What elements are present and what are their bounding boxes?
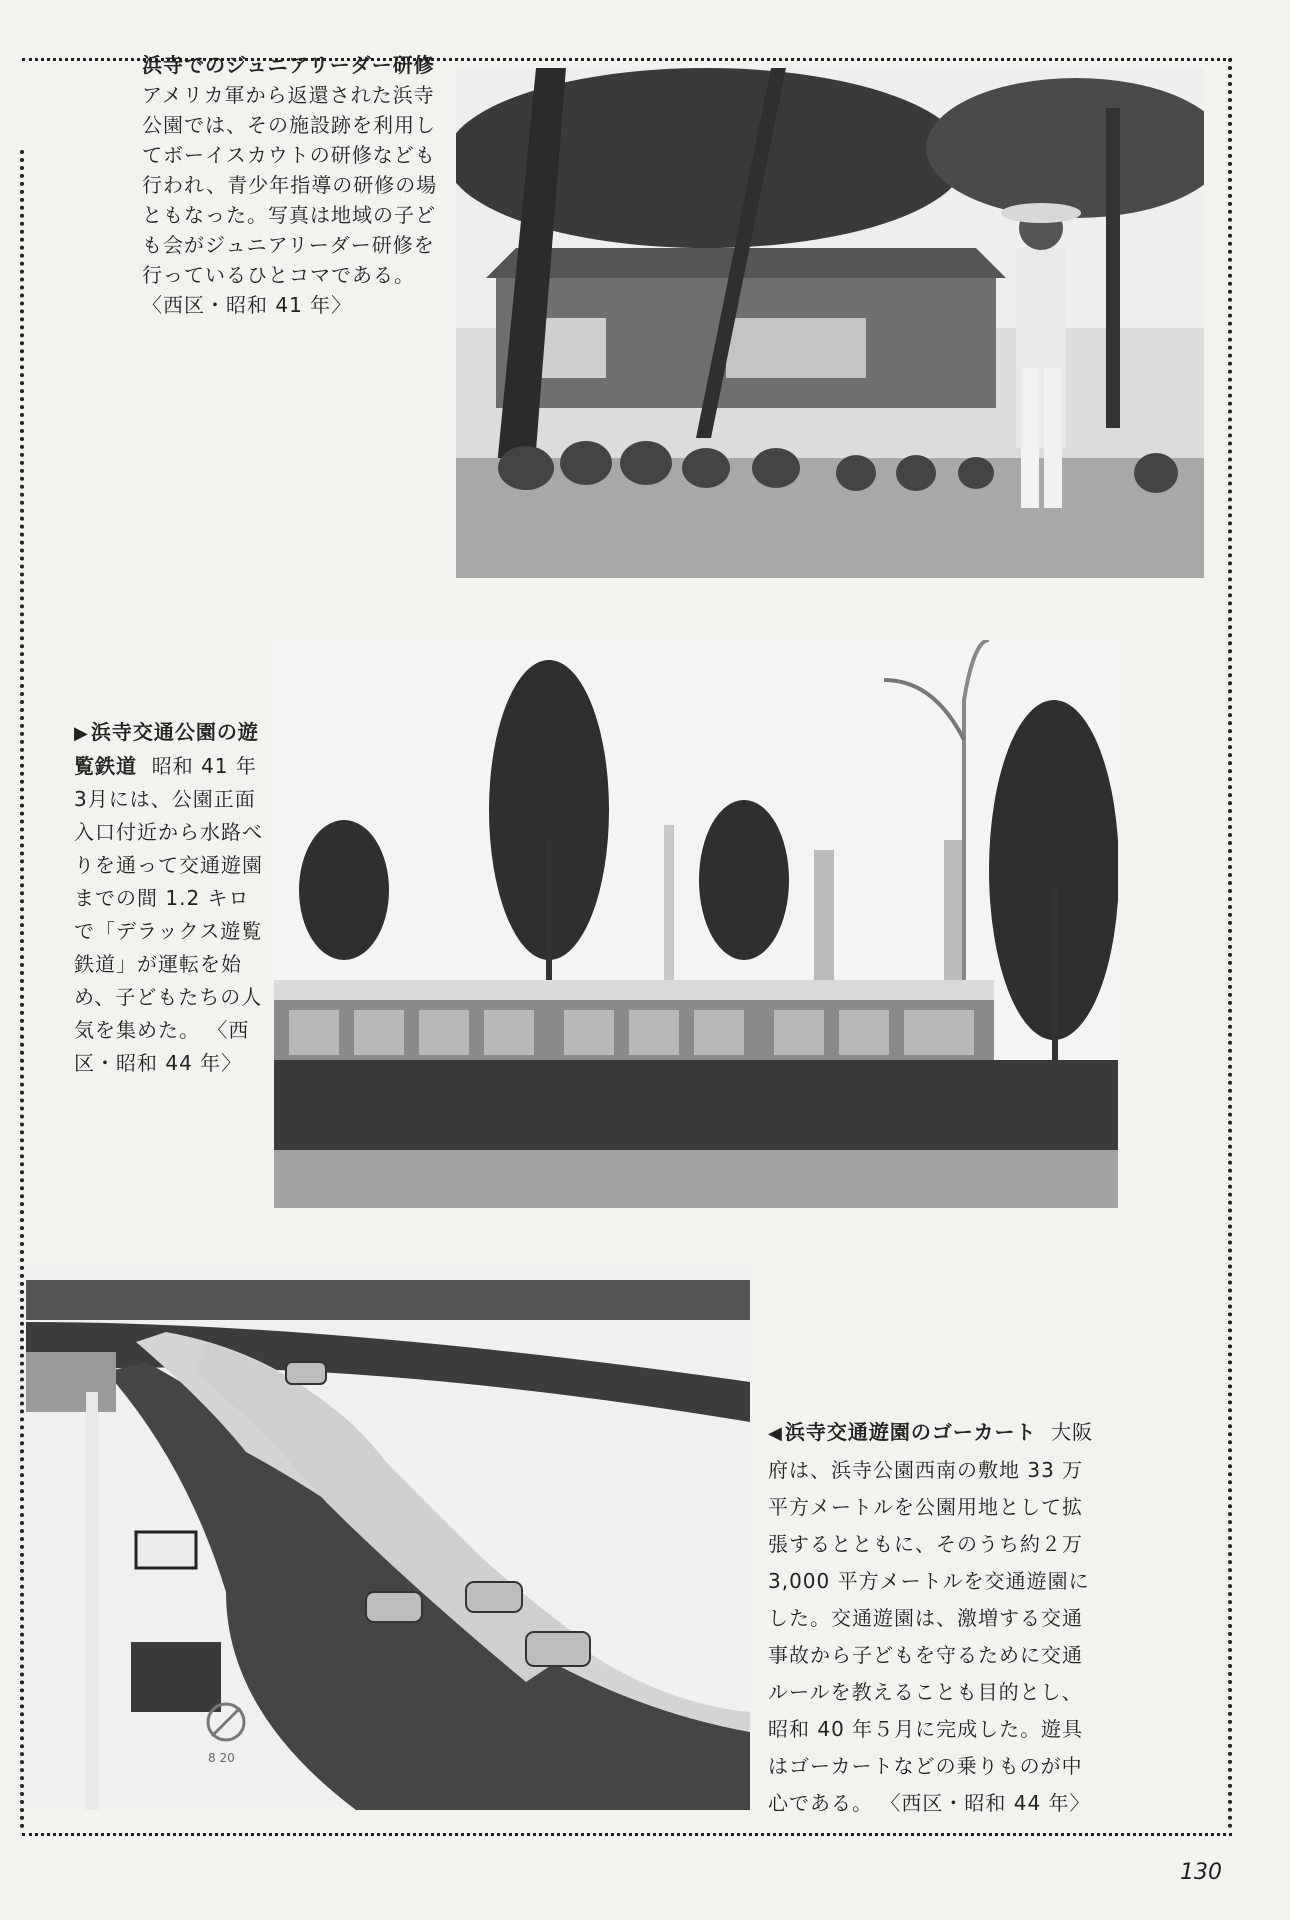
caption-credit: 〈西区・昭和 44 年〉 bbox=[74, 1018, 250, 1075]
page-frame-right bbox=[1228, 58, 1232, 1830]
caption-gokart bbox=[768, 1414, 1102, 1822]
caption-title: 浜寺交通公園の遊覧鉄道 bbox=[74, 720, 259, 778]
photo-sightseeing-railway bbox=[274, 640, 1118, 1208]
page-frame-left bbox=[20, 150, 24, 1830]
caption-junior-leader bbox=[142, 50, 452, 320]
caption-marker: ◀ bbox=[768, 1423, 783, 1444]
caption-body: アメリカ軍から返還された浜寺公園では、その施設跡を利用してボーイスカウトの研修なども行われ、青少年指導の研修の場ともなった。写真は地域の子ども会がジュニアリーダー研修を行っているひとコマである。 bbox=[142, 83, 438, 287]
caption-marker: ▶ bbox=[74, 723, 89, 744]
photo-junior-leader-training bbox=[456, 68, 1204, 578]
page-number: 130 bbox=[1180, 1860, 1222, 1885]
caption-body: 昭和 41 年3月には、公園正面入口付近から水路べりを通って交通遊園までの間 1.2 キロで「デラックス遊覧鉄道」が運転を始め、子どもたちの人気を集めた。 bbox=[74, 754, 263, 1042]
sign-text: 8 20 bbox=[208, 1751, 235, 1765]
caption-credit: 〈西区・昭和 44 年〉 bbox=[880, 1791, 1091, 1815]
caption-credit: 〈西区・昭和 41 年〉 bbox=[142, 293, 353, 317]
caption-railway bbox=[74, 716, 270, 1080]
caption-title: 浜寺でのジュニアリーダー研修 bbox=[142, 53, 435, 77]
caption-body: 大阪府は、浜寺公園西南の敷地 33 万平方メートルを公園用地として拡張するとともに、そのうち約２万 3,000 平方メートルを交通遊園にした。交通遊園は、激増する交通事故から子どもを守るために交通ルールを教えることも目的とし、昭和 40 年５月に完成した。遊具はゴーカートなどの乗りものが中心である。 bbox=[768, 1420, 1094, 1815]
photo-gokart bbox=[26, 1262, 750, 1810]
caption-title: 浜寺交通遊園のゴーカート bbox=[784, 1420, 1037, 1444]
